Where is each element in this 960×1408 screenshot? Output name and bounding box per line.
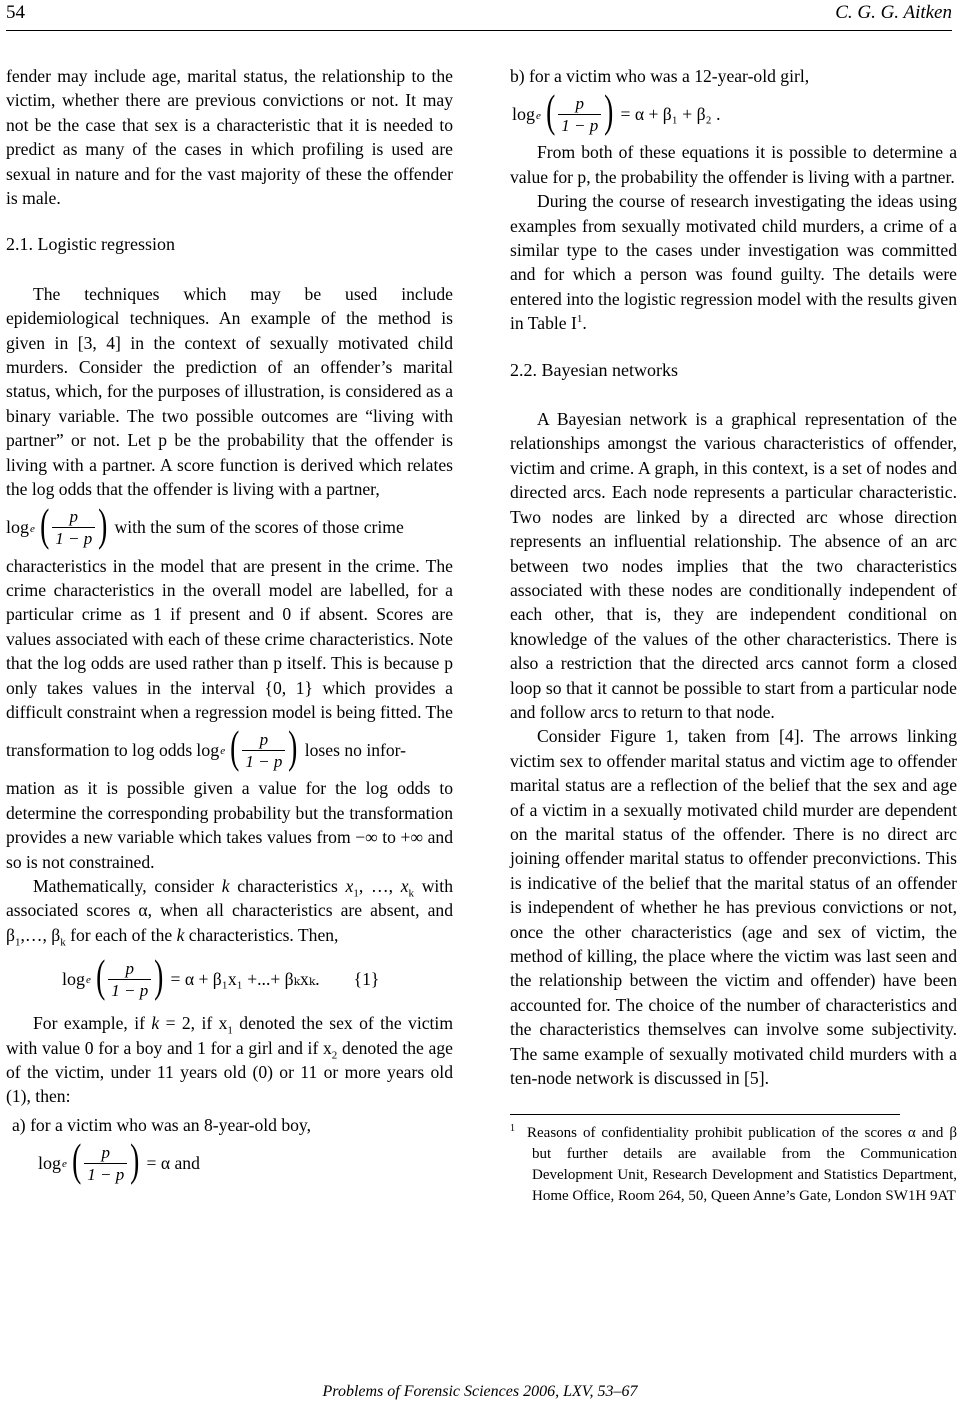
footnote: $^1$ Reasons of confidentiality prohibit publication of the scores α and β but further details are available from the Communication Development Unit, Research Development and Statistics Department, Home Office, Room 264, 50, Queen Anne’s Gate, London SW1H 9AT — [510, 1123, 957, 1205]
footnote-number: 1 — [510, 1123, 515, 1135]
paragraph-intro: fender may include age, marital status, the relationship to the victim, whether there are previous convictions or not. It may not be the case that sex is a characteristic that it is needed to predict as many of the cases in which profiling is used are sexual in nature and for the vast majority of these the offender is male. — [6, 66, 453, 209]
inline-text: with the sum of the scores of those crime — [114, 517, 404, 538]
equation-1-rhs: = α + β₁x₁ +...+ βₖxₖ. — [170, 968, 320, 989]
fraction: $\frac{p}{1 - p}$ — [52, 506, 95, 549]
equation-b — [510, 85, 957, 140]
equation-1 — [6, 950, 453, 1005]
paragraph-bayesian: A Bayesian network is a graphical representation of the relationships amongst the various characteristics of offender, victim and crime. A graph, in this context, is a set of nodes and directed arcs. Each node represents a particular characteristic. Two nodes are linked by a directed arc whose direction represents an influential relationship. The absence of an arc between two nodes implies that the two characteristics associated with these nodes are conditionally independent of each other, that is, they are independent conditional on knowledge of the values of the other characteristics. There is also a restriction that the directed arcs cannot form a closed loop so that it cannot be possible to start from a particular node and follow arcs to return to that node. — [510, 409, 957, 722]
paragraph-example: For example, if k = 2, if $x_1$ denoted the sex of the victim with value 0 for a boy and 1 for a girl and if $x_2$ denoted the age of the victim, under 11 years old (0) or 11 or more years old (1), then: — [6, 1013, 453, 1107]
running-author: C. G. G. Aitken — [835, 2, 952, 23]
paragraph-transformation: mation as it is possible given a value for the log odds to determine the corresponding probability but the transformation provides a new variable which takes values from −∞ to +∞ and so is not constrained. — [6, 778, 453, 872]
log-odds-expression: log e ( $\frac{p}{1 - p}$ ) — [38, 1134, 140, 1186]
fraction: $\frac{p}{1 - p}$ — [108, 958, 151, 1001]
transformation-line: transformation to log odds log e ( $\frac{p}{1 - p}$ ) loses no infor- — [6, 721, 407, 773]
equation-a — [6, 1134, 453, 1189]
fraction: $\frac{p}{1 - p}$ — [84, 1142, 127, 1185]
log-odds-inline — [6, 498, 453, 554]
log-odds-expression: log e ( $\frac{p}{1 - p}$ ) — [512, 85, 614, 137]
paragraph-from-both: From both of these equations it is possible to determine a value for p, the probability the offender is living with a partner. — [510, 142, 957, 187]
equation-b-rhs: = α + β₁ + β₂ . — [620, 104, 721, 125]
section-heading-bayesian-networks: 2.2. Bayesian networks — [510, 359, 678, 380]
left-column — [6, 64, 453, 1189]
log-odds-expression: log e ( $\frac{p}{1 - p}$ ) — [62, 950, 164, 1002]
paragraph-mathematically: Mathematically, consider k characteristics $x_1$, …, $x_k$ with associated scores α, when all characteristics are absent, and $\beta_1,\dots$, $\beta_k$ for each of the k characteristics. Then, — [6, 875, 453, 949]
header-rule — [6, 30, 952, 31]
log-odds-expression: log e ( $\frac{p}{1 - p}$ ) — [6, 498, 108, 550]
fraction: $\frac{p}{1 - p}$ — [242, 729, 285, 772]
fraction: $\frac{p}{1 - p}$ — [558, 93, 601, 136]
page-header — [6, 2, 952, 28]
log-odds-expression: log e ( $\frac{p}{1 - p}$ ) — [196, 721, 298, 773]
footnote-reference[interactable]: 1 — [576, 313, 583, 326]
plus-infinity: +∞ — [400, 827, 424, 848]
paragraph-techniques: The techniques which may be used include epidemiological techniques. An example of the method is given in [3, 4] in the context of sexually motivated child murders. Consider the prediction of an offender’s marital status, which, for the purposes of illustration, is considered as a binary variable. The two possible outcomes are “living with partner” or not. Let p be the probability that the offender is living with a partner. A score function is derived which relates the log odds that the offender is living with a partner, — [6, 283, 453, 500]
case-b-label: b) for a victim who was a 12-year-old girl, — [510, 66, 810, 86]
journal-footer: Problems of Forensic Sciences 2006, LXV, 53–67 — [322, 1383, 638, 1400]
case-a-label: a) for a victim who was an 8-year-old boy, — [12, 1114, 311, 1135]
equation-a-rhs: = α and — [146, 1153, 200, 1174]
equation-1-tag: {1} — [353, 968, 380, 989]
paragraph-during: During the course of research investigating the ideas using examples from sexually motivated child murders, a crime of a similar type to the cases under investigation was committed and for which a person was found guilty. The details were entered into the logistic regression model with the results given in Table $I^1$. — [510, 191, 957, 334]
paragraph-consider-figure: Consider Figure 1, taken from [4]. The arrows linking victim sex to offender marital status and victim age to offender marital status are a reflection of the belief that the sex and age of a victim in a sexually motivated child murder are dependent on the marital status of the offender. There is no direct arc joining offender marital status to offender preconvictions. This is indicative of the belief that the marital status of an offender is independent of whether he has previous convictions or not, once the other characteristics (age and sex of victim, the method of killing, the place where the victim was last seen and the relationship between the victim and offender) have been accounted for. The choice of the number of characteristics and the characteristics themselves can involve some subjectivity. The same example of sexually motivated child murders with a ten-node network is discussed in [5]. — [510, 726, 957, 1089]
minus-infinity: −∞ — [355, 827, 378, 848]
right-column — [510, 64, 957, 1207]
footnote-rule — [510, 1114, 900, 1115]
paragraph-characteristics: characteristics in the model that are present in the crime. The crime characteristics in the overall model are labelled, for a particular crime as 1 if present and 0 if absent. Scores are values associated with each of these crime characteristics. Note that the log odds are used rather than p itself. This is because p only takes values in the interval {0, 1} which provides a difficult constraint when a regression model is being fitted. The — [6, 555, 453, 722]
page-number: 54 — [6, 2, 25, 23]
section-heading-logistic-regression: 2.1. Logistic regression — [6, 234, 175, 255]
